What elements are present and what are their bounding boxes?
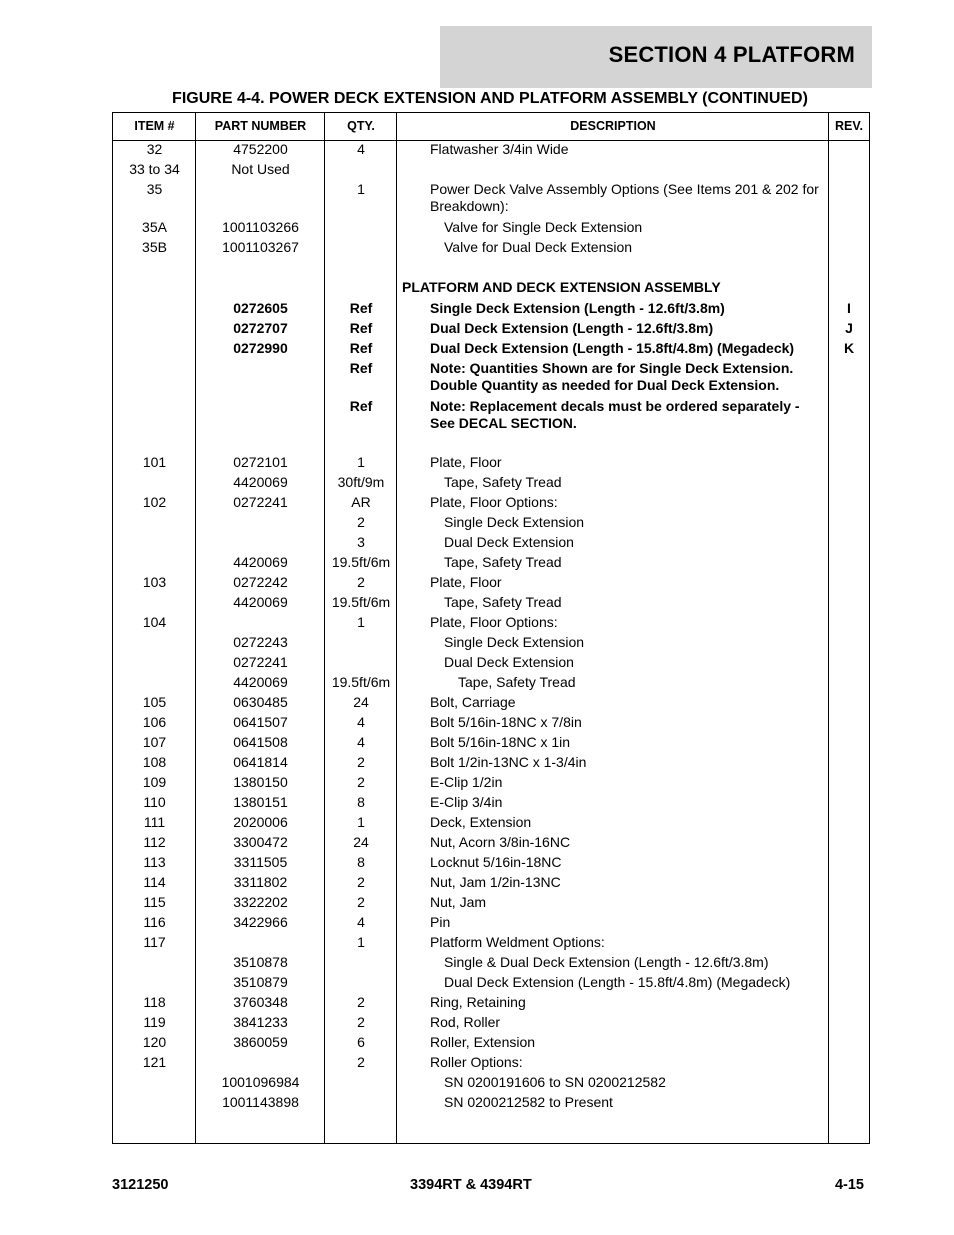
quantity: 4 [357,734,365,750]
description [397,994,821,1011]
description-text: Power Deck Valve Assembly Options (See Items 201 & 202 for Breakdown): [430,181,819,214]
description [397,854,821,871]
revision: I [847,300,851,316]
quantity: Ref [349,320,373,336]
description-text: Roller Options: [430,1054,523,1070]
item-number: 114 [143,874,166,890]
description [397,974,821,991]
table-row [113,654,869,674]
part-number: 3510878 [233,954,288,970]
description-text: Locknut 5/16in-18NC [430,854,562,870]
description-text: Tape, Safety Tread [444,554,562,570]
quantity: 19.5ft/6m [331,594,391,610]
part-number: 3510879 [233,974,288,990]
description-text: Single Deck Extension [444,514,585,530]
footer-page-number: 4-15 [834,1177,864,1193]
table-row [113,934,869,954]
item-number: 109 [142,774,167,790]
description [397,634,821,651]
description [397,594,821,611]
table-row [113,279,869,300]
description [397,834,821,851]
description-text: Dual Deck Extension (Length - 12.6ft/3.8m) [430,320,714,336]
figure-title: FIGURE 4-4. POWER DECK EXTENSION AND PLATFORM ASSEMBLY (CONTINUED) [172,90,808,107]
table-row [113,874,869,894]
table-row [113,398,869,454]
part-number: 2020006 [233,814,288,830]
part-number: 0272241 [233,494,288,510]
item-number: 115 [143,894,166,910]
table-row [113,814,869,834]
part-number: 1380150 [233,774,288,790]
table-row [113,1034,869,1054]
quantity: 8 [357,794,365,810]
description [397,1054,821,1071]
quantity: 2 [357,754,365,770]
item-number: 117 [143,934,166,950]
part-number: 4420069 [233,554,288,570]
table-row [113,474,869,494]
description [397,694,821,711]
table-row [113,634,869,654]
table-row [113,454,869,474]
part-number: Not Used [231,161,290,177]
description [397,774,821,791]
part-number: 3311505 [233,854,288,870]
item-number: 119 [143,1014,166,1030]
description [397,794,821,811]
part-number: 0272242 [233,574,288,590]
quantity: 19.5ft/6m [331,554,391,570]
footer-model: 3394RT & 4394RT [410,1177,532,1193]
table-row [113,1014,869,1034]
description-text: Note: Replacement decals must be ordered separately - See DECAL SECTION. [430,398,800,431]
quantity: 2 [357,1014,365,1030]
description-text: Nut, Acorn 3/8in-16NC [430,834,571,850]
item-number: 113 [143,854,166,870]
quantity: Ref [349,360,373,376]
description [397,1014,821,1031]
description-text: Plate, Floor Options: [430,494,558,510]
table-row [113,594,869,614]
description-text: Rod, Roller [430,1014,501,1030]
description-text: Dual Deck Extension (Length - 15.8ft/4.8m) (Megadeck) [444,974,791,990]
table-row [113,974,869,994]
table-row [113,494,869,514]
table-row [113,914,869,934]
table-row [113,534,869,554]
quantity: 4 [357,141,365,157]
item-number: 35B [142,239,167,255]
table-row [113,181,869,219]
description-text: Bolt 5/16in-18NC x 1in [430,734,571,750]
table-row [113,1074,869,1094]
item-number: 106 [142,714,167,730]
part-number: 3860059 [233,1034,288,1050]
description [397,714,821,731]
description [397,1034,821,1051]
description [397,300,821,317]
part-number: 1001143898 [222,1094,299,1110]
description [397,141,821,158]
description-text: Plate, Floor Options: [430,614,558,630]
quantity: 2 [357,1054,365,1070]
part-number: 0272605 [233,300,288,316]
table-row [113,754,869,774]
quantity: 1 [357,814,365,830]
description [397,1074,821,1091]
part-number: 4752200 [233,141,288,157]
part-number: 3422966 [233,914,288,930]
part-number: 0272101 [233,454,288,470]
quantity: 1 [357,614,365,630]
table-row [113,834,869,854]
description-text: Valve for Single Deck Extension [444,219,643,235]
item-number: 108 [142,754,167,770]
table-row [113,994,869,1014]
table-row [113,554,869,574]
revision: J [845,320,853,336]
description-text: Single & Dual Deck Extension (Length - 12.6ft/3.8m) [444,954,769,970]
header-part-number: PART NUMBER [214,119,307,133]
table-row [113,1054,869,1074]
description-text: Ring, Retaining [430,994,526,1010]
description [397,534,821,551]
part-number: 4420069 [233,674,288,690]
description-text: SN 0200212582 to Present [444,1094,613,1110]
description-text: Dual Deck Extension [444,654,574,670]
description [397,239,821,256]
description-text: Bolt 5/16in-18NC x 7/8in [430,714,582,730]
quantity: AR [351,494,371,510]
revision: K [843,340,855,356]
part-number: 0630485 [233,694,288,710]
table-row [113,320,869,340]
description-text: Nut, Jam [430,894,487,910]
description-text: Roller, Extension [430,1034,536,1050]
header-qty: QTY. [347,119,375,133]
description-text: Deck, Extension [430,814,532,830]
description [397,320,821,337]
quantity: 2 [357,874,365,890]
table-row [113,954,869,974]
table-row [113,161,869,181]
description-text: Plate, Floor [430,454,502,470]
description [397,894,821,911]
description-text: Tape, Safety Tread [444,594,562,610]
quantity: 4 [357,714,365,730]
description [397,494,821,511]
quantity: 2 [357,774,365,790]
description [397,914,821,931]
description [397,360,821,394]
quantity: 4 [357,914,365,930]
part-number: 1001096984 [221,1074,300,1090]
description [397,340,821,357]
quantity: 24 [353,834,369,850]
description-text: Single Deck Extension [444,634,585,650]
header-rev: REV. [834,119,864,133]
quantity: 2 [357,894,365,910]
description-text: PLATFORM AND DECK EXTENSION ASSEMBLY [402,279,721,295]
description-text: SN 0200191606 to SN 0200212582 [444,1074,666,1090]
part-number: 3322202 [233,894,288,910]
description [397,654,821,671]
part-number: 3300472 [233,834,288,850]
part-number: 4420069 [233,594,288,610]
quantity: 2 [357,514,365,530]
description [397,454,821,471]
part-number: 0641508 [233,734,288,750]
description [397,934,821,951]
description-text: Note: Quantities Shown are for Single Deck Extension. Double Quantity as needed for Dual Deck Extension. [430,360,794,393]
description-text: Bolt 1/2in-13NC x 1-3/4in [430,754,587,770]
item-number: 102 [142,494,167,510]
part-number: 3760348 [233,994,288,1010]
description-text: Tape, Safety Tread [444,474,562,490]
quantity: 24 [353,694,369,710]
description-text: Plate, Floor [430,574,502,590]
quantity: 6 [357,1034,365,1050]
part-number: 1001103266 [222,219,299,235]
table-row [113,694,869,714]
table-row [113,734,869,754]
description-text: Pin [430,914,451,930]
item-number: 120 [142,1034,167,1050]
item-number: 35A [142,219,167,235]
item-number: 112 [143,834,166,850]
part-number: 0641507 [233,714,288,730]
item-number: 35 [146,181,163,197]
description-text: Valve for Dual Deck Extension [444,239,633,255]
table-row [113,894,869,914]
description-text: Bolt, Carriage [430,694,516,710]
table-row [113,1094,869,1114]
description [397,474,821,491]
part-number: 0272243 [233,634,288,650]
quantity: Ref [349,300,373,316]
item-number: 111 [143,814,166,830]
quantity: 3 [357,534,365,550]
table-row [113,614,869,634]
table-row [113,340,869,360]
table-row [113,514,869,534]
part-number: 0272990 [233,340,288,356]
description [397,279,821,296]
item-number: 118 [143,994,166,1010]
description [397,734,821,751]
description [397,574,821,591]
part-number: 0272241 [233,654,288,670]
description-text: Nut, Jam 1/2in-13NC [430,874,561,890]
part-number: 3311802 [233,874,288,890]
description-text: Dual Deck Extension (Length - 15.8ft/4.8m) (Megadeck) [430,340,795,356]
description [397,219,821,236]
part-number: 1001103267 [222,239,299,255]
quantity: Ref [349,340,373,356]
section-title: SECTION 4 PLATFORM [608,42,855,67]
description [397,554,821,571]
description [397,614,821,631]
item-number: 105 [142,694,167,710]
item-number: 116 [143,914,166,930]
description-text: E-Clip 3/4in [430,794,503,810]
part-number: 0272707 [233,320,288,336]
description-text: Dual Deck Extension [444,534,574,550]
table-row [113,239,869,279]
description-text: Flatwasher 3/4in Wide [430,141,569,157]
item-number: 121 [142,1054,167,1070]
description [397,181,821,215]
description [397,874,821,891]
description-text: Tape, Safety Tread [458,674,576,690]
item-number: 107 [142,734,167,750]
item-number: 33 to 34 [129,161,180,177]
quantity: 8 [357,854,365,870]
description [397,754,821,771]
quantity: 2 [357,994,365,1010]
description [397,1094,821,1111]
table-row [113,714,869,734]
header-item: ITEM # [134,119,175,133]
quantity: 1 [357,454,365,470]
description [397,514,821,531]
table-body [113,141,869,1114]
table-row [113,774,869,794]
section-banner [440,26,872,88]
description [397,814,821,831]
description [397,954,821,971]
item-number: 103 [142,574,167,590]
table-row [113,794,869,814]
part-number: 3841233 [233,1014,288,1030]
description [397,674,821,691]
parts-table [112,112,870,1144]
part-number: 0641814 [233,754,288,770]
header-description: DESCRIPTION [570,119,656,133]
quantity: 2 [357,574,365,590]
description-text: E-Clip 1/2in [430,774,503,790]
quantity: 1 [357,181,365,197]
quantity: Ref [349,398,373,414]
footer-doc-number: 3121250 [112,1177,169,1193]
description-text: Platform Weldment Options: [430,934,605,950]
table-row [113,300,869,320]
table-row [113,854,869,874]
quantity: 19.5ft/6m [331,674,391,690]
item-number: 32 [146,141,163,157]
table-row [113,141,869,161]
description-text: Single Deck Extension (Length - 12.6ft/3.8m) [430,300,725,316]
table-row [113,360,869,398]
quantity: 1 [357,934,365,950]
part-number: 4420069 [233,474,288,490]
item-number: 101 [142,454,167,470]
table-row [113,219,869,239]
part-number: 1380151 [233,794,288,810]
table-row [113,574,869,594]
table-row [113,674,869,694]
description [397,398,821,432]
quantity: 30ft/9m [337,474,385,490]
item-number: 104 [142,614,167,630]
item-number: 110 [143,794,166,810]
